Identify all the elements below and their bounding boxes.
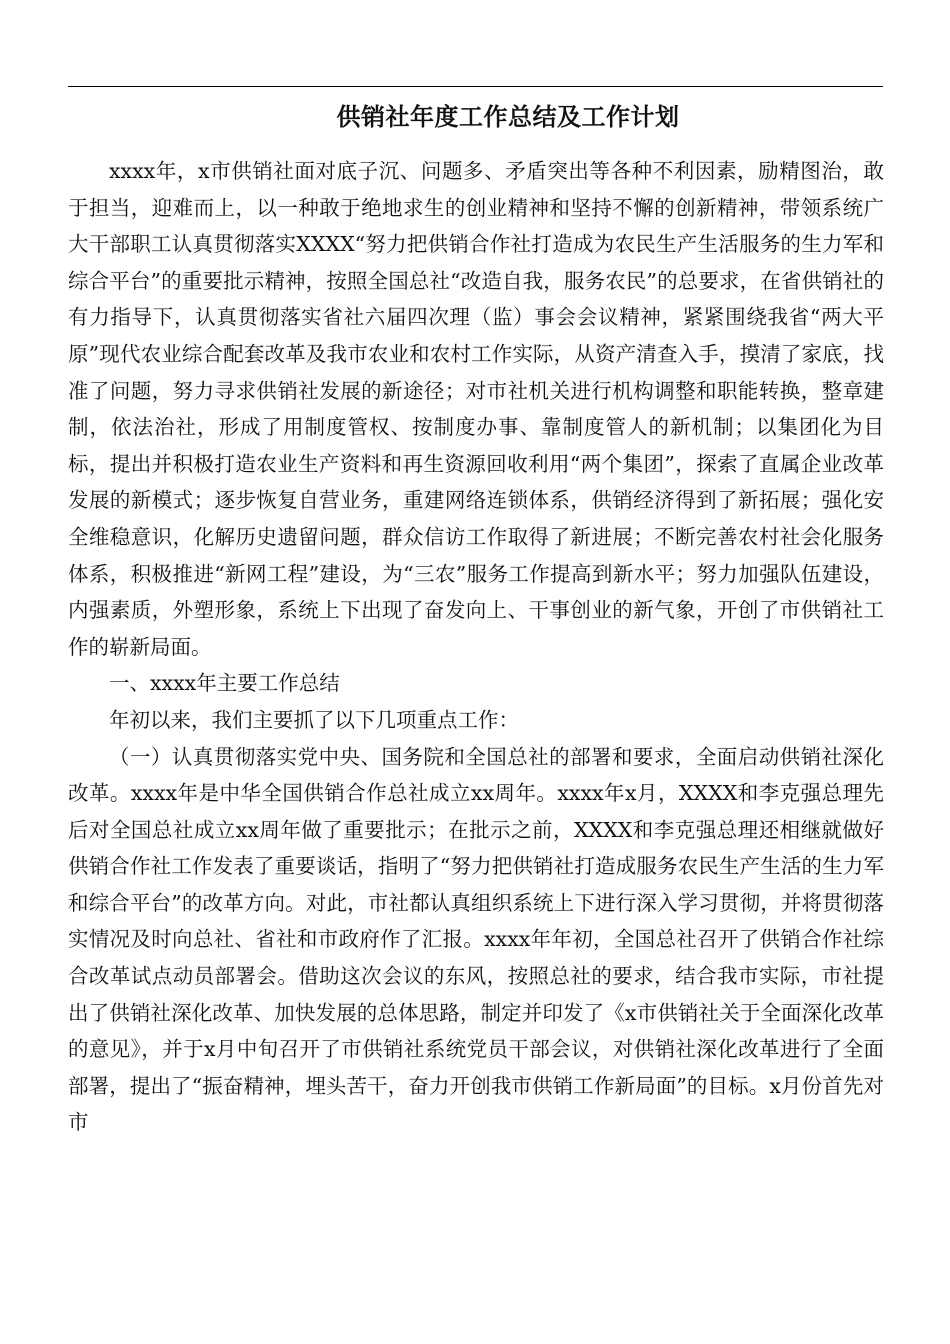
item-one-paragraph: （一）认真贯彻落实党中央、国务院和全国总社的部署和要求，全面启动供销社深化改革。xxxx年是中华全国供销合作总社成立xx周年。xxxx年x月，XXXX和李克强总理先后对全国总社成立xx周年做了重要批示；在批示之前，XXXX和李克强总理还相继就做好供销合作社工作发表了重要谈话，指明了“努力把供销社打造成服务农民生产生活的生力军和综合平台”的改革方向。对此，市社都认真组织系统上下进行深入学习贯彻，并将贯彻落实情况及时向总社、省社和市政府作了汇报。xxxx年年初，全国总社召开了供销合作社综合改革试点动员部署会。借助这次会议的东风，按照总社的要求，结合我市实际，市社提出了供销社深化改革、加快发展的总体思路，制定并印发了《x市供销社关于全面深化改革的意见》，并于x月中旬召开了市供销社系统党员干部会议，对供销社深化改革进行了全面部署，提出了“振奋精神，埋头苦干，奋力开创我市供销工作新局面”的目标。x月份首先对市	[68, 744, 884, 1135]
section-heading: 一、xxxx年主要工作总结	[109, 671, 340, 696]
document-body	[68, 153, 884, 1141]
document-title: 供销社年度工作总结及工作计划	[336, 103, 680, 131]
summary-lead-paragraph: 年初以来，我们主要抓了以下几项重点工作：	[109, 707, 519, 732]
header-rule	[68, 86, 883, 87]
intro-paragraph: xxxx年，x市供销社面对底子沉、问题多、矛盾突出等各种不利因素，励精图治，敢于担当，迎难而上，以一种敢于绝地求生的创业精神和坚持不懈的创新精神，带领系统广大干部职工认真贯彻落实XXXX“努力把供销合作社打造成为农民生产生活服务的生力军和综合平台”的重要批示精神，按照全国总社“改造自我，服务农民”的总要求，在省供销社的有力指导下，认真贯彻落实省社六届四次理（监）事会会议精神，紧紧围绕我省“两大平原”现代农业综合配套改革及我市农业和农村工作实际，从资产清查入手，摸清了家底，找准了问题，努力寻求供销社发展的新途径；对市社机关进行机构调整和职能转换，整章建制，依法治社，形成了用制度管权、按制度办事、靠制度管人的新机制；以集团化为目标，提出并积极打造农业生产资料和再生资源回收利用“两个集团”，探索了直属企业改革发展的新模式；逐步恢复自营业务，重建网络连锁体系，供销经济得到了新拓展；强化安全维稳意识，化解历史遗留问题，群众信访工作取得了新进展；不断完善农村社会化服务体系，积极推进“新网工程”建设，为“三农”服务工作提高到新水平；努力加强队伍建设，内强素质，外塑形象，系统上下出现了奋发向上、干事创业的新气象，开创了市供销社工作的崭新局面。	[68, 159, 884, 659]
